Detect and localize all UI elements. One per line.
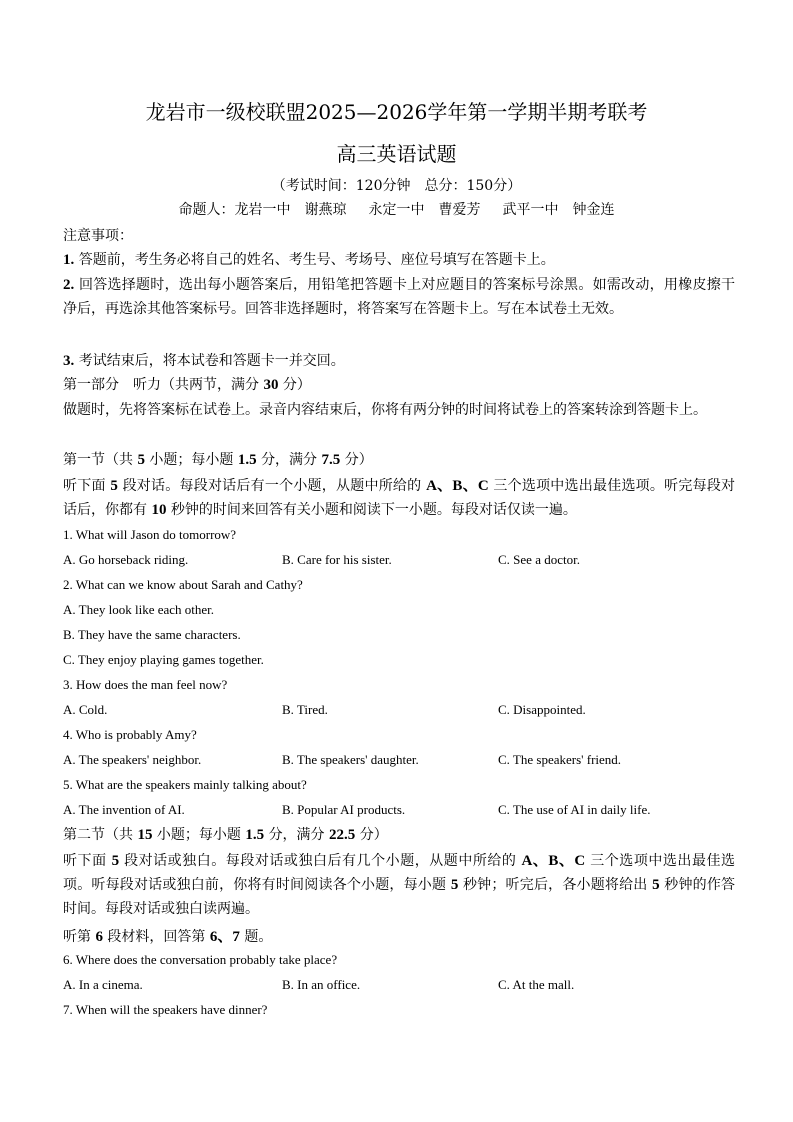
q3-option-a: A. Cold.: [63, 702, 108, 717]
q1-stem: 1. What will Jason do tomorrow?: [63, 527, 237, 542]
note-1: 1. 答题前，考生务必将自己的姓名、考生号、考场号、座位号填写在答题卡上。: [63, 252, 555, 268]
q5-option-b: B. Popular AI products.: [282, 802, 406, 817]
q2-option-b: B. They have the same characters.: [63, 627, 241, 642]
q6-option-c: C. At the mall.: [498, 977, 575, 992]
material-6-heading: 听第 6 段材料，回答第 6、7 题。: [63, 929, 273, 945]
q6-stem: 6. Where does the conversation probably take place?: [63, 952, 338, 967]
author-3: 武平一中 钟金连: [502, 202, 615, 218]
notes-heading: 注意事项：: [63, 228, 133, 244]
q1-option-b: B. Care for his sister.: [282, 552, 392, 567]
part1-instruction: 做题时，先将答案标在试卷上。录音内容结束后，你将有两分钟的时间将试卷上的答案转涂到答题卡上。: [63, 402, 707, 418]
q1-option-c: C. See a doctor.: [498, 552, 580, 567]
author-1: 龙岩一中 谢燕琼: [234, 202, 347, 218]
author-2: 永定一中 曹爱芳: [368, 202, 481, 218]
section1-instruction: 听下面 5 段对话。每段对话后有一个小题，从题中所给的 A、B、C 三个选项中选出最佳选项。听完每段对话后，你都有 10 秒钟的时间来回答有关小题和阅读下一小题。每段对话仅读一遍。: [63, 478, 736, 518]
q4-stem: 4. Who is probably Amy?: [63, 727, 197, 742]
authors-line: [0, 200, 793, 220]
q3-option-b: B. Tired.: [282, 702, 328, 717]
section1-heading: 第一节（共 5 小题；每小题 1.5 分，满分 7.5 分）: [63, 452, 373, 468]
authors-label: 命题人：: [178, 202, 235, 218]
q6-option-a: A. In a cinema.: [63, 977, 143, 992]
q4-option-b: B. The speakers' daughter.: [282, 752, 419, 767]
exam-info: （考试时间：120分钟 总分：150分）: [271, 178, 522, 194]
q4-option-c: C. The speakers' friend.: [498, 752, 622, 767]
q7-stem: 7. When will the speakers have dinner?: [63, 1002, 268, 1017]
q2-stem: 2. What can we know about Sarah and Cathy?: [63, 577, 303, 592]
q6-option-b: B. In an office.: [282, 977, 361, 992]
exam-title: 龙岩市一级校联盟2025—2026学年第一学期半期考联考: [145, 100, 648, 124]
part1-heading: 第一部分 听力（共两节，满分 30 分）: [63, 377, 311, 393]
q3-option-c: C. Disappointed.: [498, 702, 586, 717]
q4-option-a: A. The speakers' neighbor.: [63, 752, 202, 767]
q2-option-a: A. They look like each other.: [63, 602, 215, 617]
q5-option-a: A. The invention of AI.: [63, 802, 185, 817]
q2-option-c: C. They enjoy playing games together.: [63, 652, 264, 667]
section2-instruction: 听下面 5 段对话或独白。每段对话或独白后有几个小题，从题中所给的 A、B、C 三个选项中选出最佳选项。听每段对话或独白前，你将有时间阅读各个小题，每小题 5 秒钟；听完后，各小题将给出 5 秒钟的作答时间。每段对话或独白读两遍。: [63, 853, 736, 917]
note-3: 3. 考试结束后，将本试卷和答题卡一并交回。: [63, 353, 345, 369]
q5-option-c: C. The use of AI in daily life.: [498, 802, 651, 817]
note-2: 2. 回答选择题时，选出每小题答案后，用铅笔把答题卡上对应题目的答案标号涂黑。如需改动，用橡皮擦干净后，再选涂其他答案标号。回答非选择题时，将答案写在答题卡上。写在本试卷土无效。: [63, 277, 735, 317]
section2-heading: 第二节（共 15 小题；每小题 1.5 分，满分 22.5 分）: [63, 827, 388, 843]
q5-stem: 5. What are the speakers mainly talking about?: [63, 777, 307, 792]
q3-stem: 3. How does the man feel now?: [63, 677, 228, 692]
q1-option-a: A. Go horseback riding.: [63, 552, 189, 567]
exam-subtitle: 高三英语试题: [336, 142, 457, 166]
